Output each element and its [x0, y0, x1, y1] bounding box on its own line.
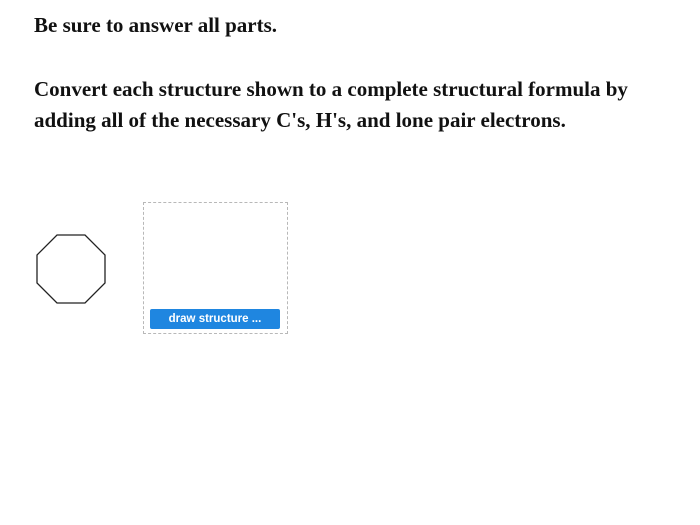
cyclooctane-skeletal-structure-icon	[34, 232, 108, 306]
octagon-ring-shape	[37, 235, 105, 303]
question-prompt: Convert each structure shown to a complete structural formula by adding all of the necessary C's, H's, and lone pair electrons.	[34, 77, 628, 132]
instruction-text: Be sure to answer all parts.	[34, 13, 278, 37]
structure-drawing-area[interactable]	[143, 202, 288, 334]
draw-structure-button[interactable]: draw structure ...	[150, 309, 280, 329]
